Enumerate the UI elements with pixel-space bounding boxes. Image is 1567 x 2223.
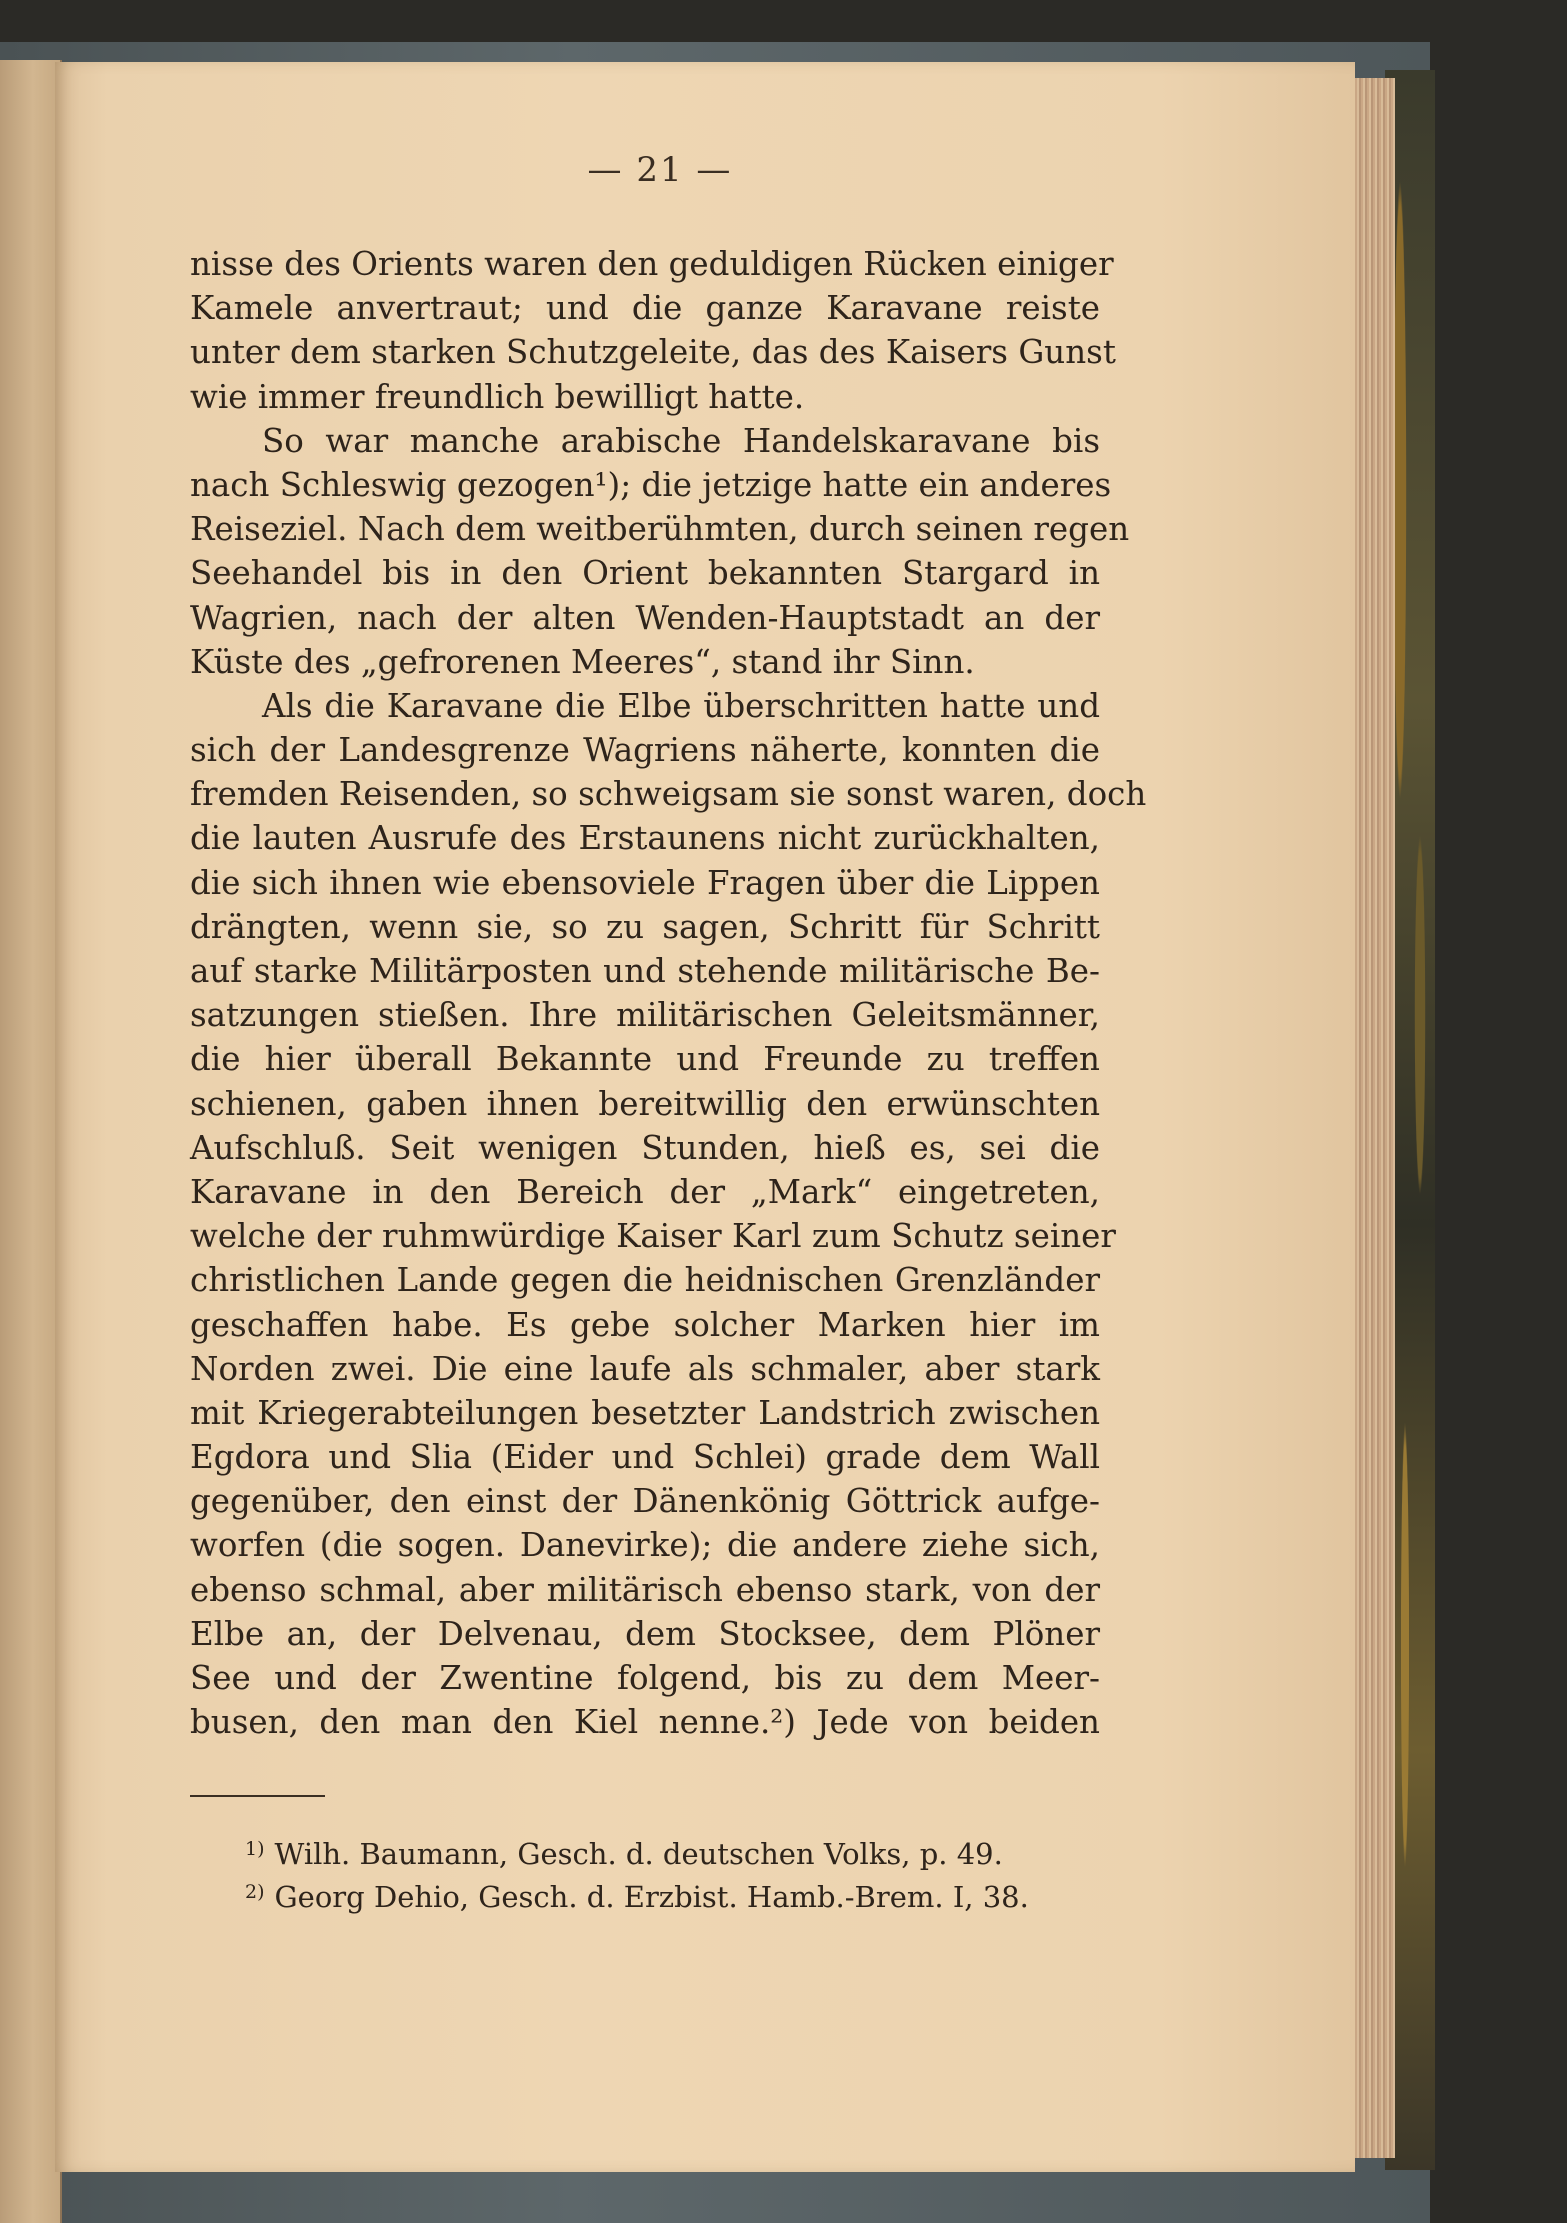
- text-line: die hier überall Bekannte und Freunde zu treffen: [190, 1040, 1100, 1079]
- text-line: gegenüber, den einst der Dänenkönig Göttrick aufge-: [190, 1482, 1100, 1521]
- text-line: Norden zwei. Die eine laufe als schmaler, aber stark: [190, 1349, 1100, 1388]
- text-line: Seehandel bis in den Orient bekannten Stargard in: [190, 554, 1100, 593]
- footnote-text: Georg Dehio, Gesch. d. Erzbist. Hamb.-Brem. I, 38.: [274, 1880, 1029, 1914]
- text-line: fremden Reisenden, so schweigsam sie sonst waren, doch: [190, 775, 1147, 814]
- footnote-marker: 1): [245, 1838, 265, 1860]
- text-line: welche der ruhmwürdige Kaiser Karl zum Schutz seiner: [190, 1217, 1116, 1256]
- text-line: sich der Landesgrenze Wagriens näherte, konnten die: [190, 731, 1100, 770]
- facing-page-edge: [0, 60, 62, 2223]
- text-line: unter dem starken Schutzgeleite, das des Kaisers Gunst: [190, 333, 1116, 372]
- text-line: ebenso schmal, aber militärisch ebenso stark, von der: [190, 1570, 1100, 1609]
- text-line: schienen, gaben ihnen bereitwillig den erwünschten: [190, 1084, 1100, 1123]
- text-line: drängten, wenn sie, so zu sagen, Schritt für Schritt: [190, 907, 1100, 946]
- text-line: mit Kriegerabteilungen besetzter Landstrich zwischen: [190, 1393, 1100, 1432]
- page-body-text: [190, 242, 1147, 1744]
- text-line: auf starke Militärposten und stehende militärische Be-: [190, 952, 1100, 990]
- text-line: christlichen Lande gegen die heidnischen Grenzländer: [190, 1261, 1100, 1300]
- footnote-text: Wilh. Baumann, Gesch. d. deutschen Volks, p. 49.: [274, 1837, 1003, 1871]
- text-line: wie immer freundlich bewilligt hatte.: [190, 377, 805, 416]
- footnote-separator: [190, 1795, 325, 1797]
- footnote-marker: 2): [245, 1881, 265, 1903]
- text-line: nach Schleswig gezogen¹); die jetzige hatte ein anderes: [190, 465, 1112, 504]
- text-line: Karavane in den Bereich der „Mark“ eingetreten,: [190, 1172, 1100, 1211]
- text-line: Egdora und Slia (Eider und Schlei) grade dem Wall: [190, 1438, 1100, 1477]
- text-line: Elbe an, der Delvenau, dem Stocksee, dem Plöner: [190, 1614, 1100, 1653]
- text-line: See und der Zwentine folgend, bis zu dem Meer-: [190, 1659, 1100, 1697]
- text-line: busen, den man den Kiel nenne.²) Jede von beiden: [190, 1703, 1100, 1742]
- text-line: die lauten Ausrufe des Erstaunens nicht zurückhalten,: [190, 819, 1100, 858]
- text-line: Als die Karavane die Elbe überschritten hatte und: [262, 686, 1100, 725]
- text-line: Kamele anvertraut; und die ganze Karavane reiste: [190, 289, 1100, 328]
- text-line: worfen (die sogen. Danevirke); die andere ziehe sich,: [190, 1526, 1100, 1565]
- text-line: satzungen stießen. Ihre militärischen Geleitsmänner,: [190, 996, 1100, 1035]
- text-line: Küste des „gefrorenen Meeres“, stand ihr Sinn.: [190, 642, 975, 681]
- text-line: die sich ihnen wie ebensoviele Fragen über die Lippen: [190, 863, 1100, 902]
- page-number: — 21 —: [587, 150, 733, 190]
- text-line: Wagrien, nach der alten Wenden-Hauptstadt an der: [190, 598, 1100, 637]
- text-line: Aufschluß. Seit wenigen Stunden, hieß es, sei die: [190, 1128, 1100, 1167]
- text-line: Reiseziel. Nach dem weitberühmten, durch seinen regen: [190, 510, 1130, 549]
- footnote: [245, 1873, 1105, 1916]
- text-line: geschaffen habe. Es gebe solcher Marken hier im: [190, 1305, 1100, 1344]
- footnotes: [245, 1830, 1105, 1916]
- footnote: [245, 1830, 1105, 1873]
- text-line: nisse des Orients waren den geduldigen Rücken einiger: [190, 245, 1114, 283]
- text-line: So war manche arabische Handelskaravane bis: [262, 421, 1100, 460]
